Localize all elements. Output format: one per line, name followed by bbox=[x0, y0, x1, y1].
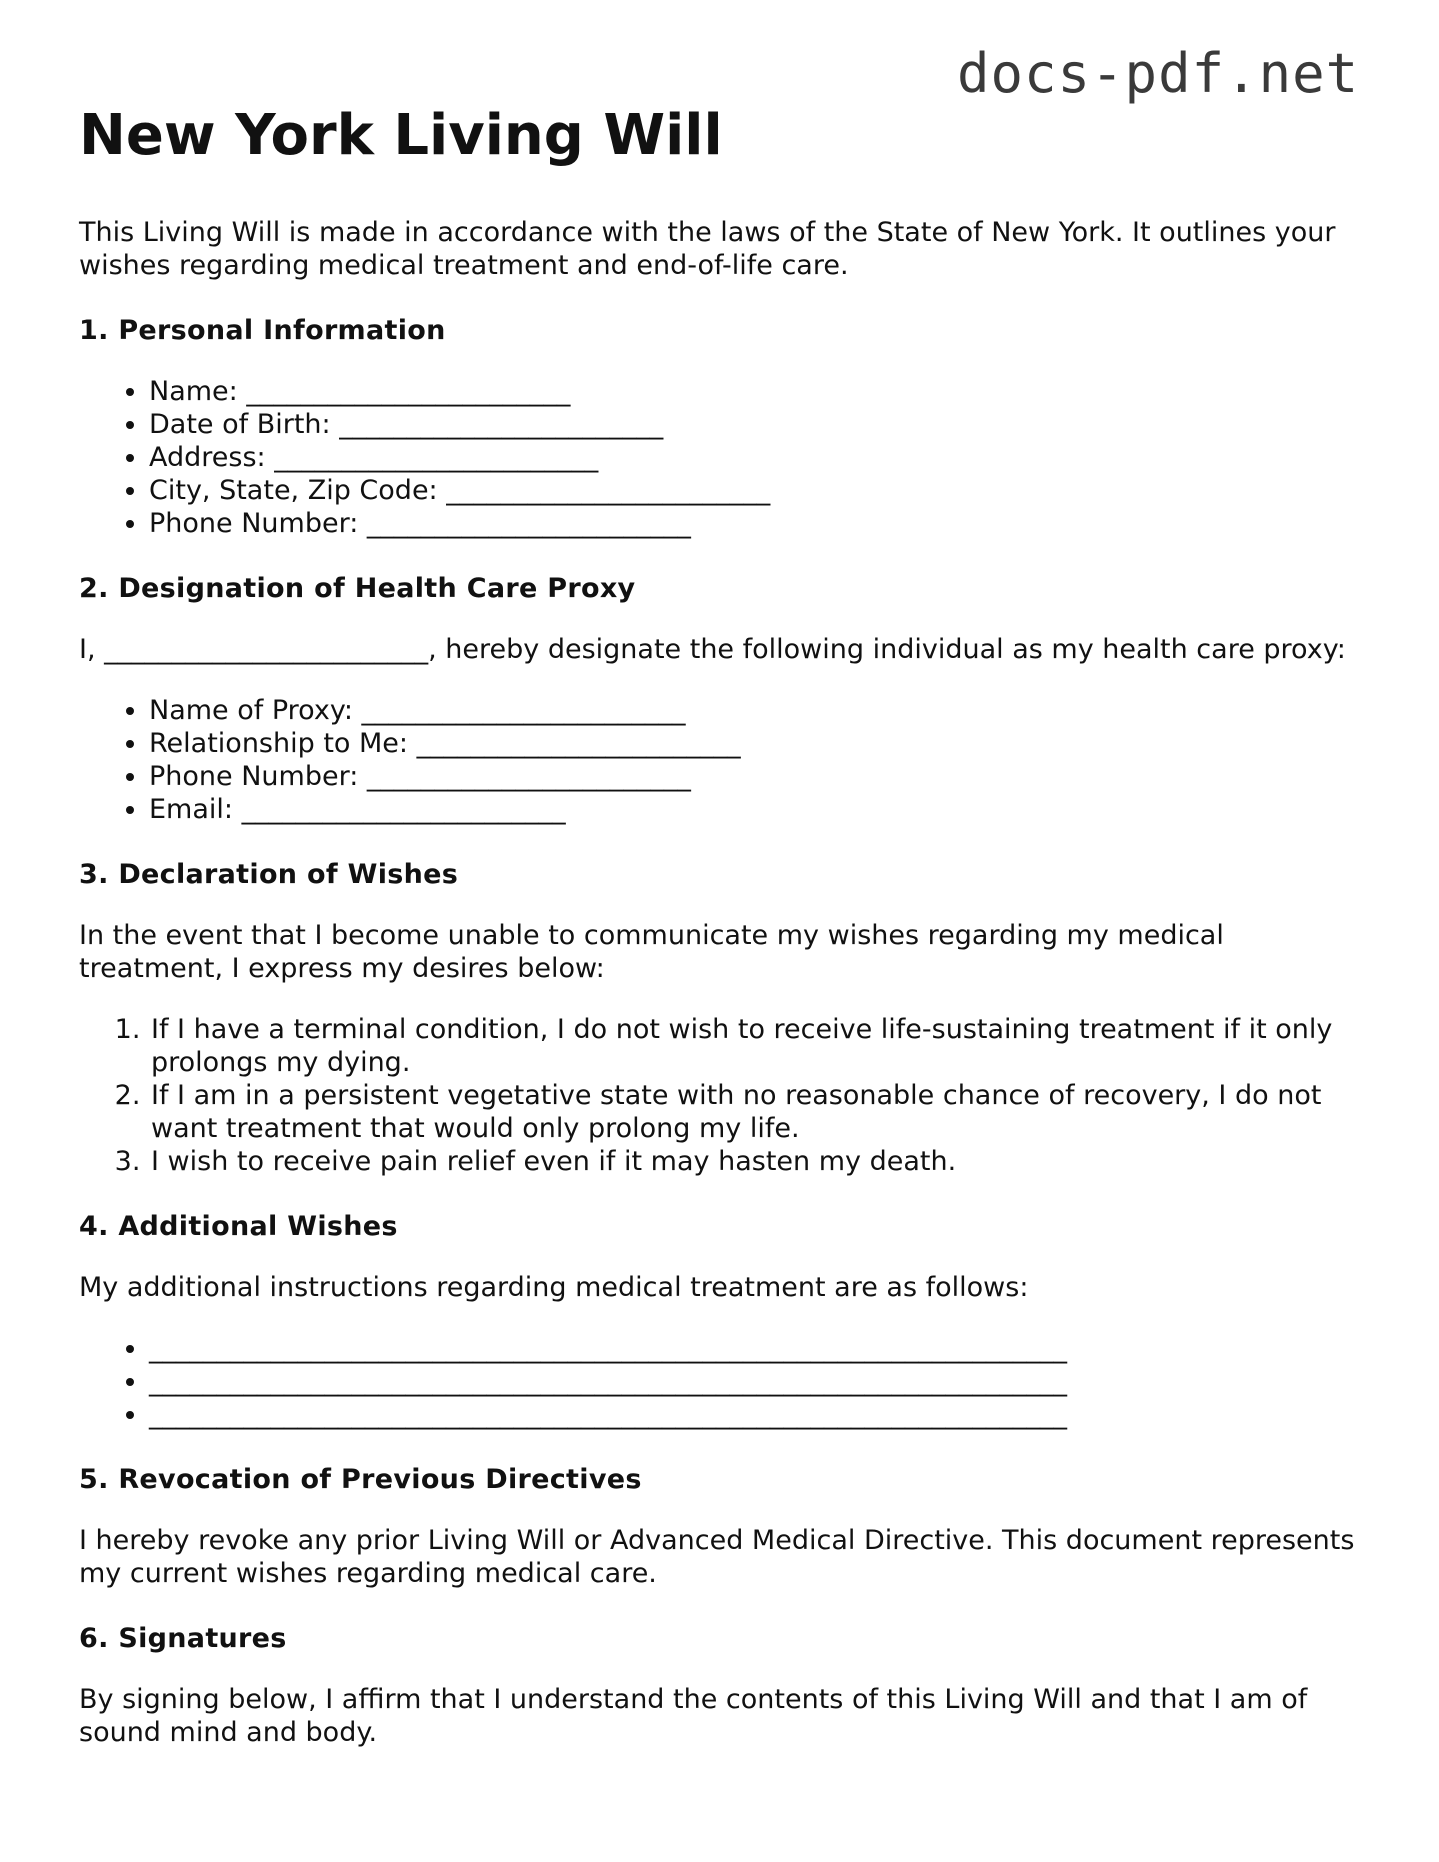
signatures-paragraph: By signing below, I affirm that I understand the contents of this Living Will and that I am of sound mind and body. bbox=[79, 1684, 1308, 1748]
section-heading-declaration-of-wishes: 3. Declaration of Wishes bbox=[79, 859, 459, 890]
field-date-of-birth: • Date of Birth: ________________________ bbox=[149, 408, 1359, 441]
watermark: docs-pdf.net bbox=[957, 42, 1360, 105]
field-proxy-name: • Name of Proxy: ________________________ bbox=[149, 694, 1359, 727]
document-content bbox=[79, 96, 1359, 1777]
section-heading-revocation: 5. Revocation of Previous Directives bbox=[79, 1464, 642, 1495]
field-name: • Name: ________________________ bbox=[149, 375, 1359, 408]
document-title: New York Living Will bbox=[79, 103, 723, 168]
proxy-designation-paragraph: I, ________________________, hereby designate the following individual as my health care proxy: bbox=[79, 634, 1346, 665]
field-proxy-relationship: • Relationship to Me: ________________________ bbox=[149, 727, 1359, 760]
proxy-information-list bbox=[79, 694, 1359, 826]
wishes-list bbox=[79, 1013, 1359, 1178]
additional-wish-blank: • ____________________________________________________________________ bbox=[149, 1332, 1359, 1365]
field-address: • Address: ________________________ bbox=[149, 441, 1359, 474]
field-phone-number: • Phone Number: ________________________ bbox=[149, 507, 1359, 540]
section-heading-additional-wishes: 4. Additional Wishes bbox=[79, 1211, 398, 1242]
wish-item: 3. I wish to receive pain relief even if it may hasten my death. bbox=[149, 1145, 1359, 1178]
wish-item: 1. If I have a terminal condition, I do not wish to receive life-sustaining treatment if it only prolongs my dying. bbox=[149, 1013, 1359, 1079]
field-proxy-email: • Email: ________________________ bbox=[149, 793, 1359, 826]
additional-wish-blank: • ____________________________________________________________________ bbox=[149, 1398, 1359, 1431]
section-heading-health-care-proxy: 2. Designation of Health Care Proxy bbox=[79, 573, 636, 604]
field-city-state-zip: • City, State, Zip Code: ________________________ bbox=[149, 474, 1359, 507]
wish-item: 2. If I am in a persistent vegetative state with no reasonable chance of recovery, I do not want treatment that would only prolong my life. bbox=[149, 1079, 1359, 1145]
personal-information-list bbox=[79, 375, 1359, 540]
wishes-paragraph: In the event that I become unable to communicate my wishes regarding my medical treatment, I express my desires below: bbox=[79, 920, 1224, 984]
section-heading-personal-information: 1. Personal Information bbox=[79, 315, 446, 346]
intro-paragraph: This Living Will is made in accordance with the laws of the State of New York. It outlines your wishes regarding medical treatment and end-of-life care. bbox=[79, 217, 1336, 281]
additional-wishes-paragraph: My additional instructions regarding medical treatment are as follows: bbox=[79, 1272, 1029, 1303]
section-heading-signatures: 6. Signatures bbox=[79, 1623, 287, 1654]
additional-wishes-list bbox=[79, 1332, 1359, 1431]
revocation-paragraph: I hereby revoke any prior Living Will or Advanced Medical Directive. This document represents my current wishes regarding medical care. bbox=[79, 1525, 1355, 1589]
field-proxy-phone: • Phone Number: ________________________ bbox=[149, 760, 1359, 793]
additional-wish-blank: • ____________________________________________________________________ bbox=[149, 1365, 1359, 1398]
